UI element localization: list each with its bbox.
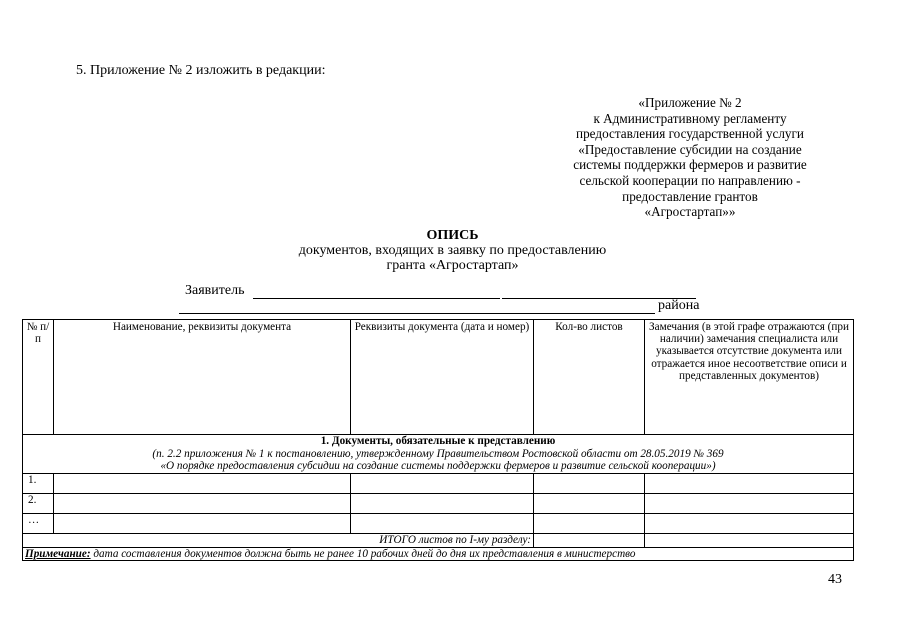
row-remarks bbox=[645, 493, 854, 513]
row-number: 1. bbox=[23, 473, 54, 493]
section-header-row bbox=[23, 435, 854, 474]
document-title: ОПИСЬ bbox=[426, 228, 479, 243]
row-document-details bbox=[351, 513, 534, 533]
appendix-line: предоставления государственной услуги bbox=[576, 126, 804, 142]
header-sheet-count: Кол-во листов bbox=[534, 320, 645, 435]
total-label: ИТОГО листов по I-му разделу: bbox=[23, 533, 534, 547]
appendix-line: «Предоставление субсидии на создание bbox=[578, 141, 802, 157]
appendix-heading bbox=[540, 95, 840, 220]
region-label: района bbox=[658, 298, 700, 313]
header-document-name: Наименование, реквизиты документа bbox=[54, 320, 351, 435]
row-number: 2. bbox=[23, 493, 54, 513]
section-reference: (п. 2.2 приложения № 1 к постановлению, утвержденному Правительством Ростовской области от 28.05.2019 № 369 bbox=[152, 447, 724, 460]
row-document-name bbox=[54, 513, 351, 533]
applicant-label: Заявитель bbox=[185, 283, 245, 298]
appendix-line: «Агростартап»» bbox=[644, 204, 736, 220]
documents-table bbox=[22, 319, 854, 561]
row-sheet-count bbox=[534, 473, 645, 493]
note-label: Примечание: bbox=[25, 547, 91, 560]
note-row bbox=[23, 547, 854, 560]
applicant-name-line bbox=[253, 298, 500, 299]
intro-paragraph: 5. Приложение № 2 изложить в редакции: bbox=[76, 63, 326, 78]
row-document-name bbox=[54, 493, 351, 513]
region-line bbox=[179, 313, 655, 314]
appendix-line: предоставление грантов bbox=[622, 188, 758, 204]
row-document-name bbox=[54, 473, 351, 493]
total-sheet-count bbox=[534, 533, 645, 547]
header-document-details: Реквизиты документа (дата и номер) bbox=[351, 320, 534, 435]
row-number: … bbox=[23, 513, 54, 533]
subtitle-line: гранта «Агростартап» bbox=[386, 257, 519, 273]
table-row bbox=[23, 473, 854, 493]
table-row bbox=[23, 493, 854, 513]
appendix-line: «Приложение № 2 bbox=[638, 95, 742, 110]
row-remarks bbox=[645, 513, 854, 533]
total-remarks bbox=[645, 533, 854, 547]
appendix-line: сельской кооперации по направлению - bbox=[579, 172, 801, 188]
note-text: дата составления документов должна быть не ранее 10 рабочих дней до дня их представления в министерство bbox=[90, 547, 636, 560]
appendix-line: системы поддержки фермеров и развитие bbox=[573, 157, 807, 173]
table-header-row bbox=[23, 320, 854, 435]
row-sheet-count bbox=[534, 513, 645, 533]
appendix-line: к Административному регламенту bbox=[593, 110, 787, 126]
row-document-details bbox=[351, 493, 534, 513]
total-row bbox=[23, 533, 854, 547]
page-number: 43 bbox=[828, 572, 842, 587]
row-remarks bbox=[645, 473, 854, 493]
row-document-details bbox=[351, 473, 534, 493]
document-subtitle bbox=[0, 244, 905, 273]
table-row bbox=[23, 513, 854, 533]
header-remarks: Замечания (в этой графе отражаются (при наличии) замечания специалиста или указывается отсутствие документа или отражается иное несоответствие описи и представленных документов) bbox=[645, 320, 854, 435]
section-reference: «О порядке предоставления субсидии на создание системы поддержки фермеров и развитие сельской кооперации») bbox=[160, 460, 716, 472]
row-sheet-count bbox=[534, 493, 645, 513]
note-cell bbox=[23, 547, 854, 560]
header-number: № п/п bbox=[23, 320, 54, 435]
section-title: 1. Документы, обязательные к представлению bbox=[320, 435, 556, 447]
subtitle-line: документов, входящих в заявку по предоставлению bbox=[298, 243, 607, 258]
section-header-cell bbox=[23, 435, 854, 474]
